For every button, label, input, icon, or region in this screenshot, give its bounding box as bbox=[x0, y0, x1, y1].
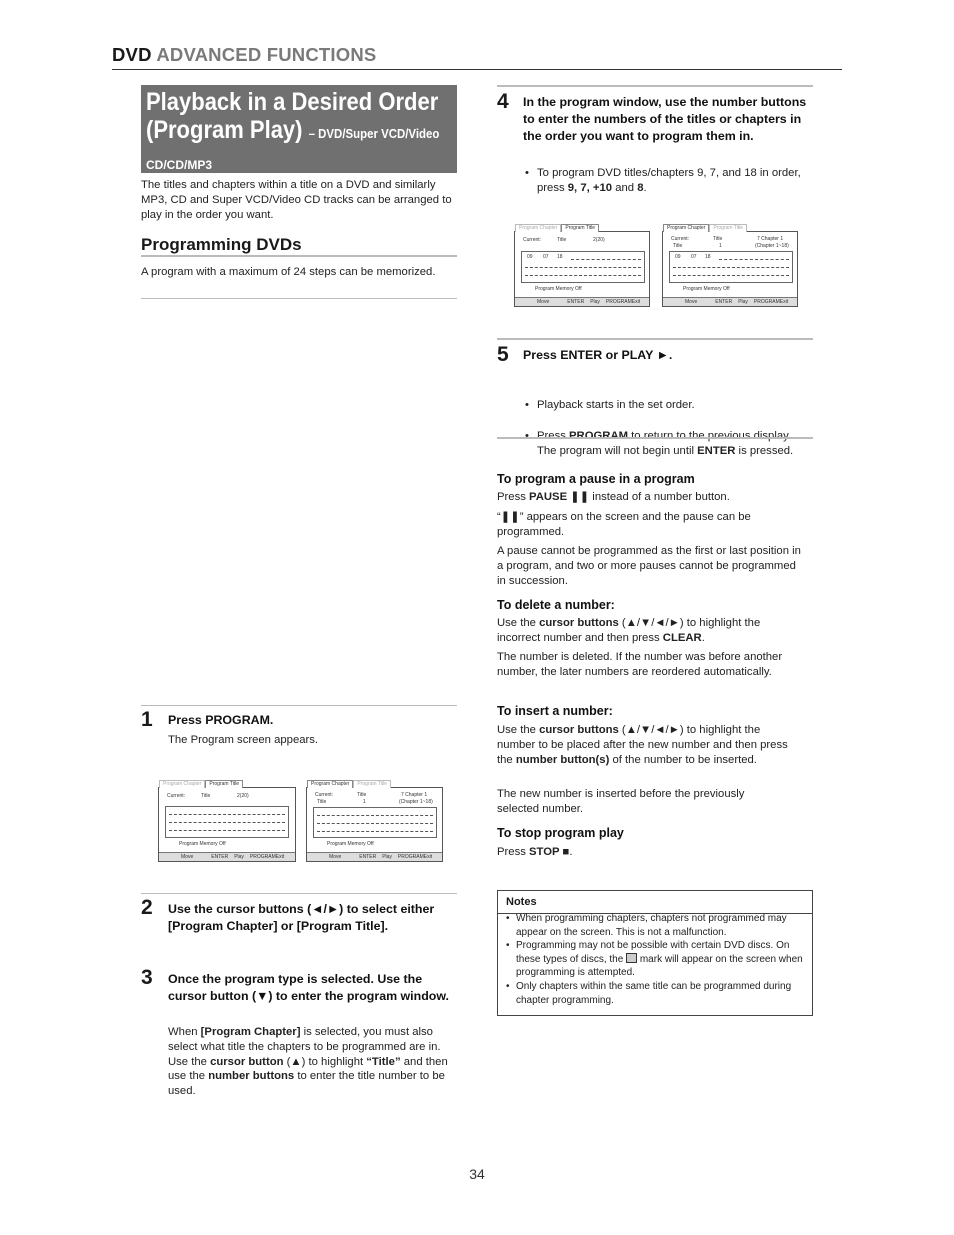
header-dvd: DVD bbox=[112, 44, 152, 65]
step-bullet: • Playback starts in the set order. bbox=[523, 398, 808, 413]
heading-rule bbox=[141, 255, 457, 257]
divider bbox=[497, 85, 813, 87]
pause-text: A pause cannot be programmed as the first or last position in a program, and two or more pauses cannot be programmed in succession. bbox=[497, 545, 801, 587]
pause-heading: To program a pause in a program bbox=[497, 472, 695, 486]
step-title: Press PROGRAM. bbox=[168, 713, 274, 727]
step-number: 3 bbox=[141, 966, 153, 989]
programming-heading: Programming DVDs bbox=[141, 235, 302, 254]
insert-text: Use the cursor buttons (▲/▼/◄/►) to highlight the number to be placed after the new number and then press the number button(s) of the number to be inserted. bbox=[497, 724, 788, 766]
prohibited-mark-icon bbox=[626, 953, 637, 963]
header-rule bbox=[112, 69, 842, 70]
section-header bbox=[112, 44, 376, 66]
program-screen: Program Chapter Program Title Current: Title 7 Chapter 1 Title 1 (Chapter 1~18) 09 07 18 Program Memory Off Move ENTER Play PROGRAMExit bbox=[662, 231, 798, 307]
note-item: • Only chapters within the same title can be programmed during chapter programming. bbox=[506, 980, 804, 1007]
divider bbox=[497, 437, 813, 439]
insert-heading: To insert a number: bbox=[497, 704, 613, 718]
title-line-1: Playback in a Desired Order bbox=[146, 88, 439, 116]
delete-heading: To delete a number: bbox=[497, 598, 615, 612]
notes-heading: Notes bbox=[506, 896, 537, 908]
step-title: In the program window, use the number buttons to enter the numbers of the titles or chapters in the order you want to program them in. bbox=[523, 95, 807, 143]
divider bbox=[497, 338, 813, 340]
title-line-2: (Program Play) – DVD/Super VCD/Video bbox=[146, 116, 440, 144]
stop-heading: To stop program play bbox=[497, 826, 624, 840]
program-screen: Program Chapter Program Title Current: Title 7 Chapter 1 Title 1 (Chapter 1~18) Program Memory Off Move ENTER Play PROGRAMExit bbox=[306, 787, 443, 862]
program-screen: Program Chapter Program Title Current: Title 2(20) Program Memory Off Move ENTER Play PROGRAMExit bbox=[158, 787, 296, 862]
program-screen: Program Chapter Program Title Current: Title 2(20) 09 07 18 Program Memory Off Move ENTER Play PROGRAMExit bbox=[514, 231, 650, 307]
step-text: When [Program Chapter] is selected, you must also select what title the chapters to be programmed are in. Use the cursor button (▲) to highlight “Title” and then use the number buttons to enter the title number to be used. bbox=[168, 1026, 448, 1098]
notes-box bbox=[497, 890, 813, 1016]
delete-text: Use the cursor buttons (▲/▼/◄/►) to highlight the incorrect number and then press CLEAR. bbox=[497, 617, 761, 644]
step-number: 1 bbox=[141, 708, 153, 731]
title-formats: – DVD/Super VCD/Video bbox=[308, 126, 440, 141]
title-line-3: CD/CD/MP3 bbox=[146, 158, 213, 172]
delete-text: The number is deleted. If the number was before another number, the later numbers are reordered automatically. bbox=[497, 651, 783, 678]
stop-text: Press STOP ■. bbox=[497, 846, 573, 858]
page-number: 34 bbox=[469, 1166, 485, 1182]
step-title: Press ENTER or PLAY ►. bbox=[523, 348, 673, 362]
step-text: The Program screen appears. bbox=[168, 734, 319, 746]
divider bbox=[141, 705, 457, 706]
step-bullet: • The program will not begin until ENTER is pressed. bbox=[523, 429, 808, 459]
note-item: • When programming chapters, chapters not programmed may appear on the screen. This is not a malfunction. bbox=[506, 912, 804, 939]
pause-text: Press PAUSE ❚❚ instead of a number button. bbox=[497, 491, 730, 503]
step-title: Once the program type is selected. Use the cursor button (▼) to enter the program window. bbox=[168, 972, 449, 1003]
title-box bbox=[141, 85, 457, 173]
step-bullet: • To program DVD titles/chapters 9, 7, and 18 in order, press 9, 7, +10 and 8. bbox=[523, 166, 808, 196]
note-item: • Programming may not be possible with certain DVD discs. On these types of discs, the mark will appear on the screen when programming is attempted. bbox=[506, 939, 804, 980]
divider bbox=[141, 298, 457, 299]
insert-text: The new number is inserted before the previously selected number. bbox=[497, 788, 745, 815]
step-number: 5 bbox=[497, 343, 509, 366]
header-rest: ADVANCED FUNCTIONS bbox=[156, 44, 377, 65]
programming-text: A program with a maximum of 24 steps can be memorized. bbox=[141, 266, 436, 278]
step-number: 4 bbox=[497, 90, 509, 113]
divider bbox=[141, 893, 457, 894]
step-title: Use the cursor buttons (◄/►) to select either [Program Chapter] or [Program Title]. bbox=[168, 902, 435, 933]
step-number: 2 bbox=[141, 896, 153, 919]
intro-text: The titles and chapters within a title on a DVD and similarly MP3, CD and Super VCD/Video CD tracks can be arranged to play in the order you want. bbox=[141, 179, 452, 221]
pause-text: “❚❚” appears on the screen and the pause can be programmed. bbox=[497, 511, 751, 538]
